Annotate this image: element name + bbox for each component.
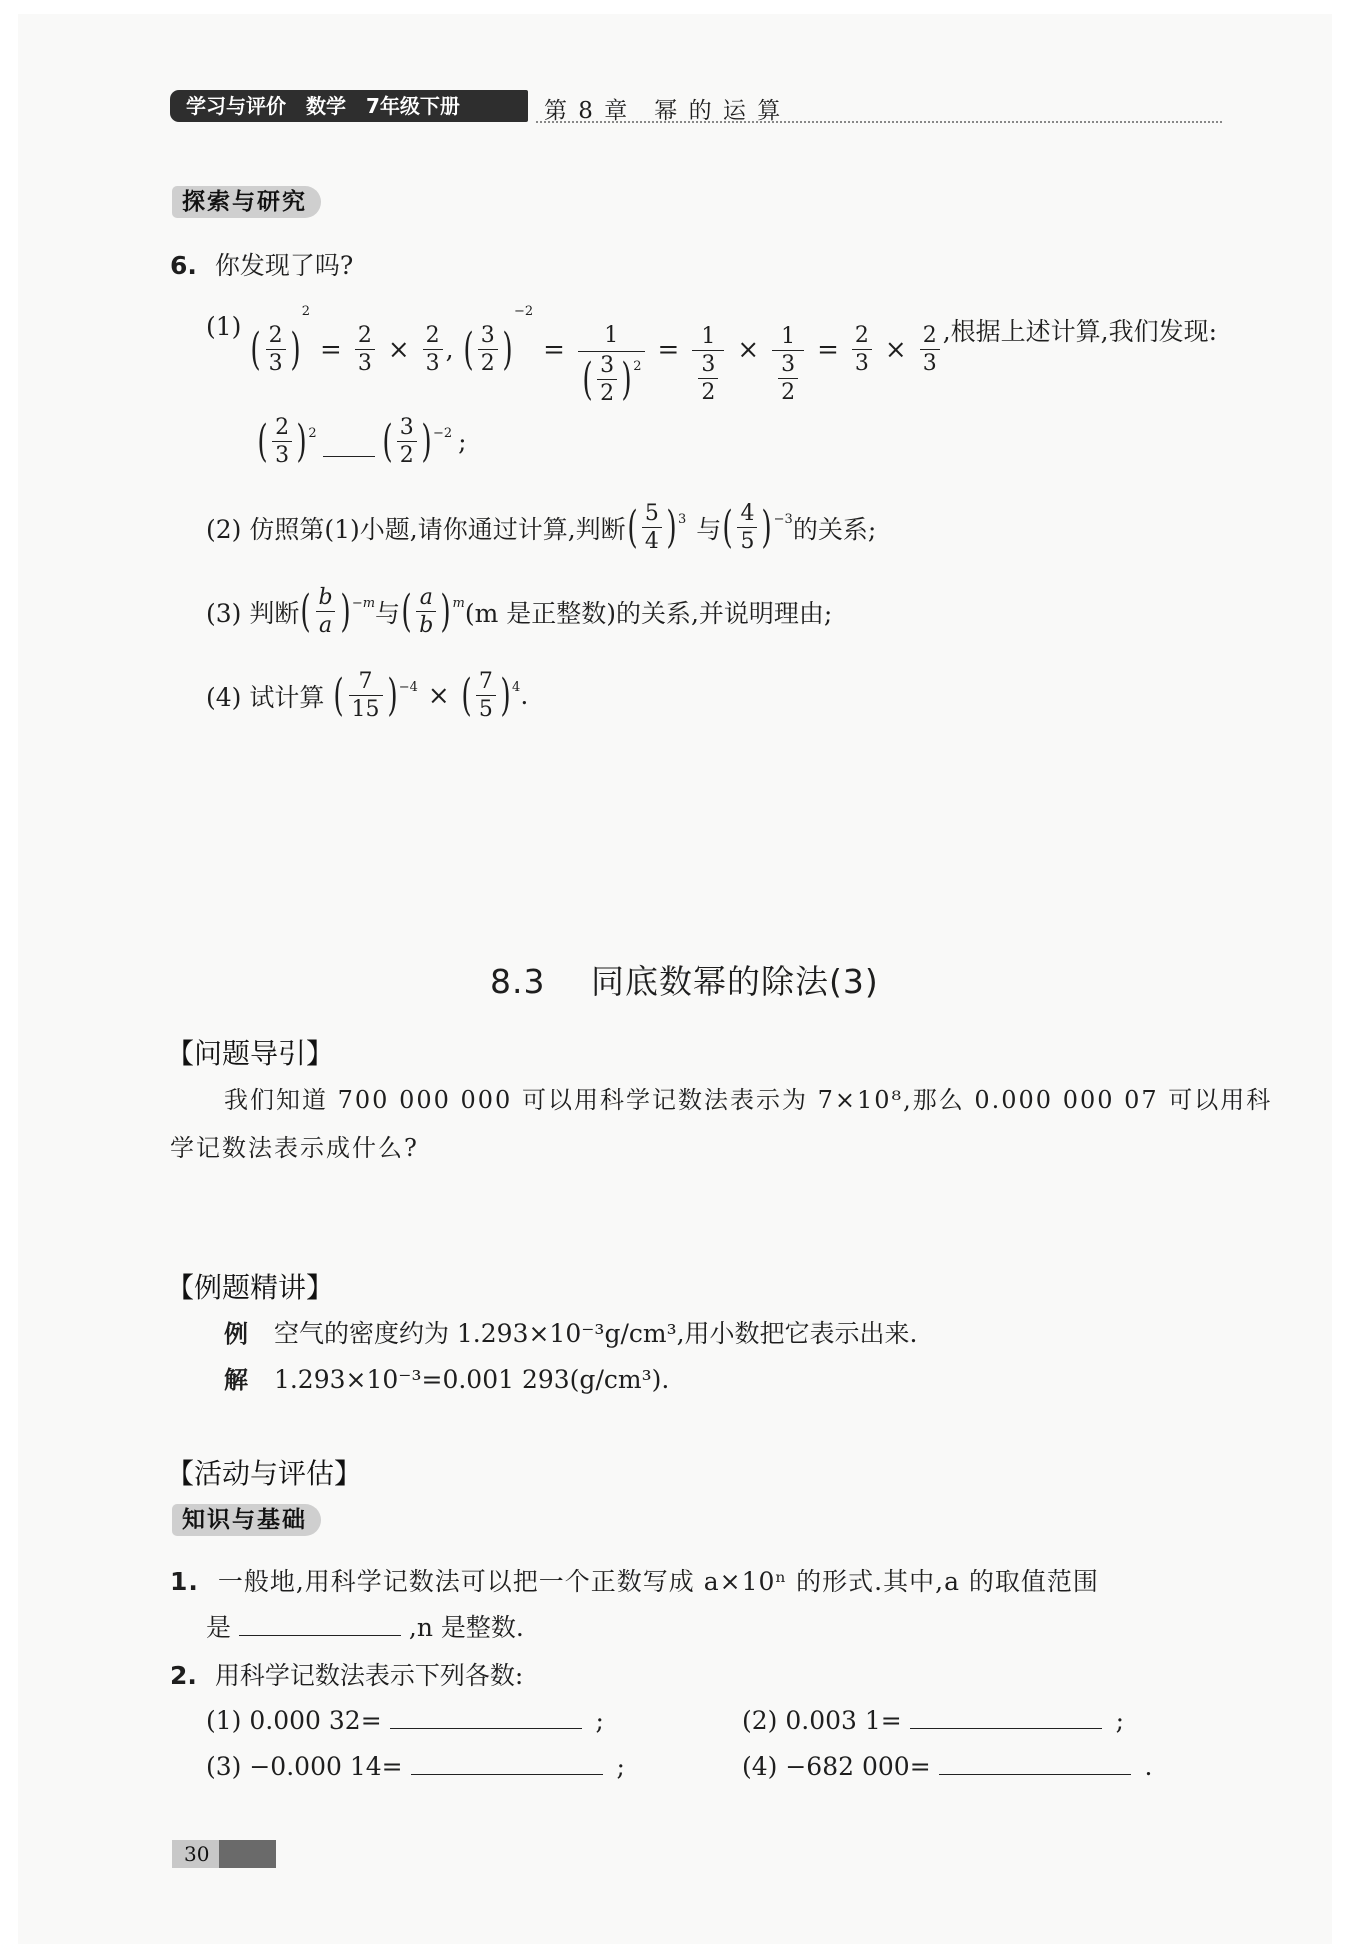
solution-text: 1.293×10⁻³=0.001 293(g/cm³). xyxy=(273,1365,670,1394)
activity-heading: 【活动与评估】 xyxy=(166,1457,363,1490)
section-name: 同底数幂的除法(3) xyxy=(590,962,879,1001)
part-4-text: (4) 试计算 xyxy=(206,682,325,712)
part-2-text: (2) 仿照第(1)小题,请你通过计算,判断 xyxy=(206,514,626,544)
part-4: (4) 试计算 ( 7 15 ) −4 × ( 7 5 ) 4 . xyxy=(206,669,529,723)
part-3: (3) 判断 ( b a ) −m 与 ( a b ) m (m 是正整数)的关系,并说明理由; xyxy=(206,585,833,639)
question-1-text-a: 是 xyxy=(206,1613,232,1642)
question-text: 你发现了吗? xyxy=(214,251,354,280)
question-1-line-2 xyxy=(206,1608,524,1644)
part-4-end: . xyxy=(520,681,529,711)
answer-item-2 xyxy=(742,1704,1124,1735)
answer-item-3 xyxy=(206,1750,625,1781)
section-number: 8.3 xyxy=(490,962,546,1001)
part-3-text: (3) 判断 xyxy=(206,598,300,628)
question-1-line-1 xyxy=(170,1562,1099,1598)
guide-line-2: 学记数法表示成什么? xyxy=(170,1134,419,1162)
part-1-comparison: ( 2 3 ) 2 ( 3 2 ) −2 ; xyxy=(257,415,467,469)
example-label: 例 xyxy=(224,1320,248,1348)
part-3-and: 与 xyxy=(375,598,401,628)
example-text: 空气的密度约为 1.293×10⁻³g/cm³,用小数把它表示出来. xyxy=(273,1319,918,1348)
chapter-title: 第 8 章 幂 的 运 算 xyxy=(544,98,783,124)
example-heading: 【例题精讲】 xyxy=(166,1271,335,1304)
question-number: 2. xyxy=(170,1661,197,1690)
comparison-blank[interactable] xyxy=(323,426,375,457)
answer-blank[interactable] xyxy=(390,1704,582,1729)
part-1-equation: (1) ( 2 3 ) 2 = $\frac{2}{3}$ × $\frac{2}{3}$ , ( 3 2 ) −2 = 1 ( 3 2 ) 2 = $\frac{1}{\frac{3}{2}}$ × $\frac{1}{\frac{3}{2}}$ = $\frac{2}{3}$ × $\frac{2}{3}$ ,根据上述计算,我们发现: xyxy=(206,304,1218,407)
header-divider xyxy=(536,121,1222,123)
answer-item-1 xyxy=(206,1704,604,1735)
explore-tag: 探索与研究 xyxy=(172,186,321,218)
part-1-tail: ,根据上述计算,我们发现: xyxy=(942,317,1218,346)
solution-row xyxy=(224,1360,669,1395)
part-2-relation: 的关系; xyxy=(792,514,877,544)
guide-heading: 【问题导引】 xyxy=(166,1037,335,1070)
answer-item-4 xyxy=(742,1750,1153,1781)
item-label: (4) −682 000= xyxy=(742,1752,931,1781)
answer-blank[interactable] xyxy=(411,1750,603,1775)
item-end: ; xyxy=(616,1752,625,1781)
part-label: (1) xyxy=(206,312,242,341)
part-2-and: 与 xyxy=(696,514,722,544)
question-6 xyxy=(170,246,353,282)
example-row xyxy=(224,1314,918,1350)
question-number: 1. xyxy=(170,1567,199,1596)
range-blank[interactable] xyxy=(239,1611,401,1636)
guide-line-1: 我们知道 700 000 000 可以用科学记数法表示为 7×10⁸,那么 0.000 000 07 可以用科 xyxy=(224,1086,1273,1114)
question-2-text: 用科学记数法表示下列各数: xyxy=(214,1661,524,1690)
item-label: (2) 0.003 1= xyxy=(742,1706,902,1735)
item-label: (1) 0.000 32= xyxy=(206,1706,382,1735)
part-2: (2) 仿照第(1)小题,请你通过计算,判断 ( 5 4 ) 3 与 ( 4 5 ) −3 的关系; xyxy=(206,501,877,555)
question-2 xyxy=(170,1656,523,1692)
answer-blank[interactable] xyxy=(939,1750,1131,1775)
item-end: ; xyxy=(595,1706,604,1735)
question-number: 6. xyxy=(170,251,197,280)
question-1-text: 一般地,用科学记数法可以把一个正数写成 a×10ⁿ 的形式.其中,a 的取值范围 xyxy=(217,1567,1099,1596)
item-end: . xyxy=(1144,1752,1153,1781)
page-number: 30 xyxy=(172,1840,276,1868)
book-title-badge: 学习与评价 数学 7年级下册 xyxy=(170,90,528,122)
part-3-relation: (m 是正整数)的关系,并说明理由; xyxy=(464,598,833,628)
section-title xyxy=(490,956,879,1003)
question-1-text-b: ,n 是整数. xyxy=(408,1613,524,1642)
item-end: ; xyxy=(1115,1706,1125,1735)
basics-tag: 知识与基础 xyxy=(172,1504,321,1536)
item-label: (3) −0.000 14= xyxy=(206,1752,403,1781)
answer-blank[interactable] xyxy=(910,1704,1102,1729)
solution-label: 解 xyxy=(224,1366,248,1394)
